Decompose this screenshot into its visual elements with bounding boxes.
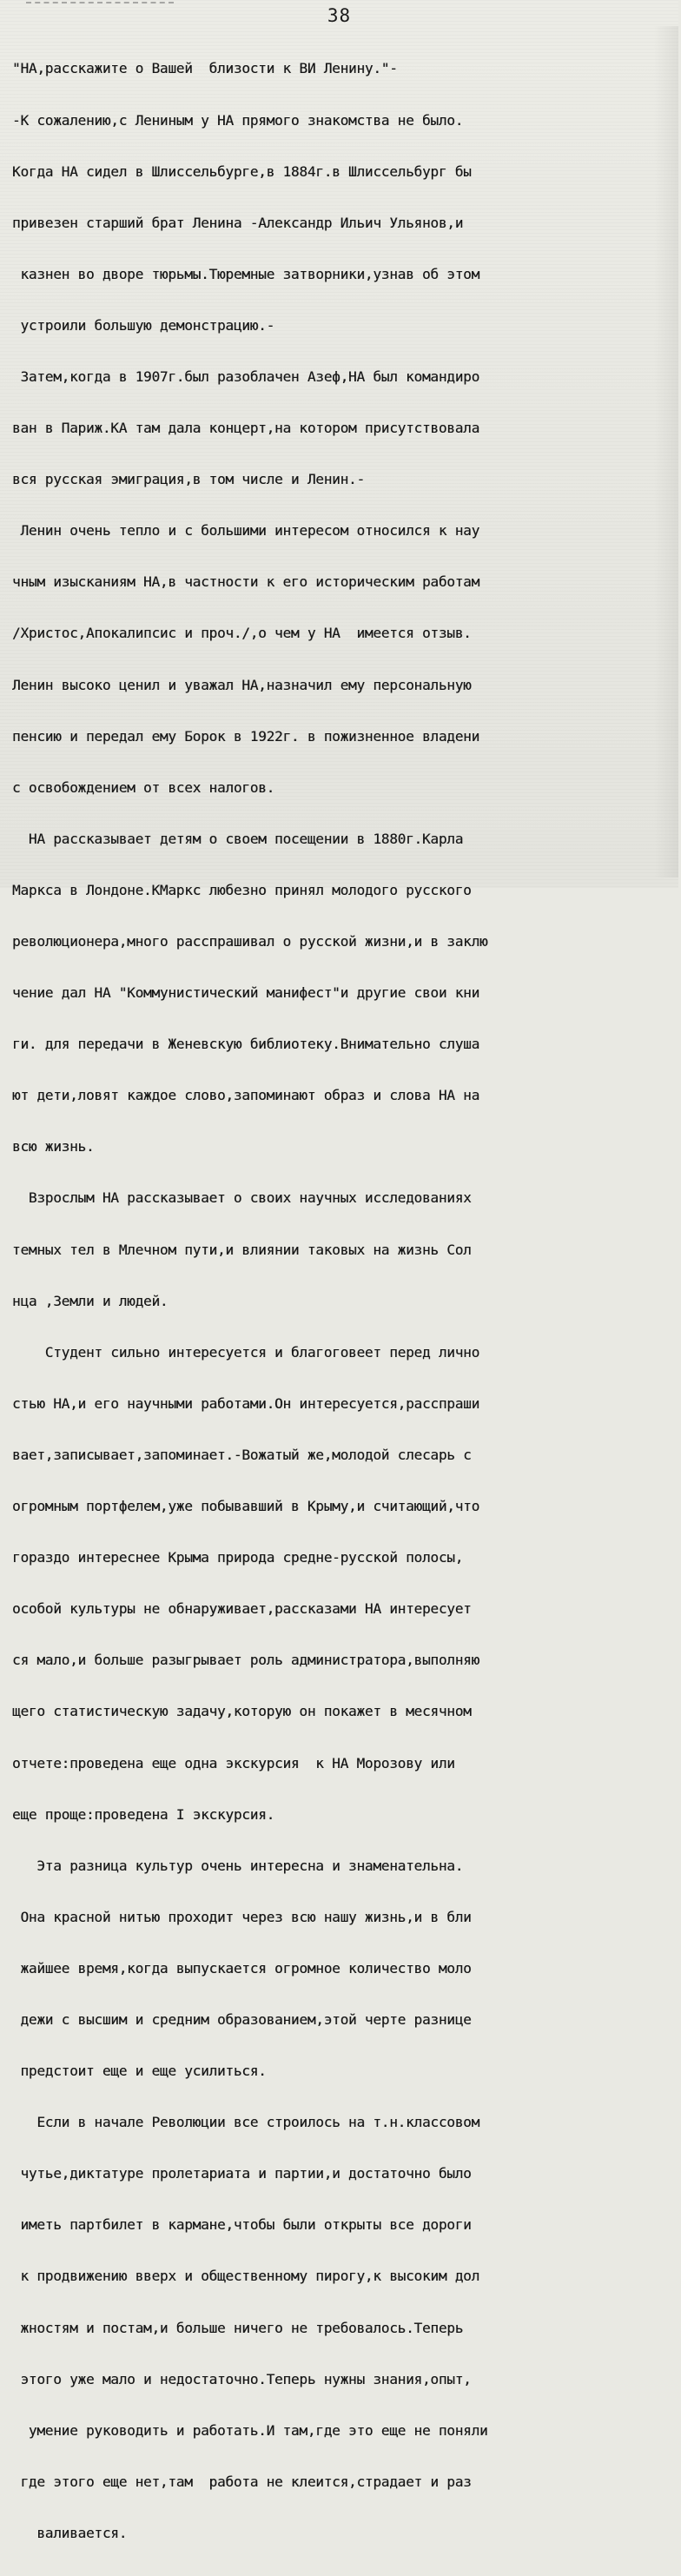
page-edge-shadow	[654, 26, 678, 877]
text-line: Маркса в Лондоне.КМаркс любезно принял молодого русского	[12, 881, 472, 898]
text-line: казнен во дворе тюрьмы.Тюремные затворники,узнав об этом	[12, 265, 480, 282]
text-line: пенсию и передал ему Борок в 1922г. в пожизненное владени	[12, 727, 480, 745]
text-line: жностям и постам,и больше ничего не требовалось.Теперь	[12, 2319, 464, 2336]
text-line: ги. для передачи в Женевскую библиотеку.Внимательно слуша	[12, 1036, 480, 1053]
text-line: иметь партбилет в кармане,чтобы были открыты все дороги	[12, 2216, 472, 2234]
text-line: еще проще:проведена I экскурсия.	[12, 1805, 275, 1823]
text-line: "НА,расскажите о Вашей близости к ВИ Ленину."-	[12, 60, 398, 77]
text-line: гораздо интереснее Крыма природа средне-русской полосы,	[12, 1549, 464, 1566]
text-line: устроили большую демонстрацию.-	[12, 316, 275, 334]
page-number: 38	[327, 5, 352, 26]
text-line: дежи с высшим и средним образованием,этой черте разнице	[12, 2010, 472, 2028]
text-line: Эта разница культур очень интересна и знаменательна.	[12, 1857, 464, 1874]
text-line: ван в Париж.КА там дала концерт,на котором присутствовала	[12, 420, 480, 437]
text-line: щего статистическую задачу,которую он покажет в месячном	[12, 1703, 472, 1720]
text-line: Когда НА сидел в Шлиссельбурге,в 1884г.в Шлиссельбург бы	[12, 162, 472, 180]
text-line: валивается.	[12, 2524, 128, 2541]
text-line: вся русская эмиграция,в том числе и Ленин.-	[12, 471, 365, 488]
text-line: особой культуры не обнаруживает,рассказами НА интересует	[12, 1600, 472, 1618]
text-line: чным изысканиям НА,в частности к его историческим работам	[12, 573, 480, 591]
text-line: где этого еще нет,там работа не клеится,страдает и раз	[12, 2473, 472, 2490]
text-line: привезен старший брат Ленина -Александр Ильич Ульянов,и	[12, 214, 464, 231]
document-body	[12, 26, 681, 2576]
text-line: чение дал НА "Коммунистический манифест"и другие свои кни	[12, 984, 480, 1002]
text-line: революционера,много расспрашивал о русской жизни,и в заклю	[12, 933, 488, 950]
text-line: ют дети,ловят каждое слово,запоминают образ и слова НА на	[12, 1087, 480, 1104]
text-line: Она красной нитью проходит через всю нашу жизнь,и в бли	[12, 1908, 472, 1925]
text-line: всю жизнь.	[12, 1138, 95, 1156]
text-line: вает,записывает,запоминает.-Вожатый же,молодой слесарь с	[12, 1446, 472, 1463]
text-line: к продвижению вверх и общественному пирогу,к высоким дол	[12, 2268, 480, 2285]
text-line: Если в начале Революции все строилось на т.н.классовом	[12, 2114, 480, 2131]
text-line: жайшее время,когда выпускается огромное количество моло	[12, 1959, 472, 1977]
text-line: темных тел в Млечном пути,и влиянии таковых на жизнь Сол	[12, 1241, 472, 1258]
text-line: ся мало,и больше разыгрывает роль администратора,выполняю	[12, 1652, 480, 1669]
text-line: умение руководить и работать.И там,где это еще не поняли	[12, 2421, 488, 2439]
text-line: стью НА,и его научными работами.Он интересуется,расспраши	[12, 1394, 480, 1412]
text-line: -К сожалению,с Лениным у НА прямого знакомства не было.	[12, 111, 464, 129]
text-line: нца ,Земли и людей.	[12, 1292, 169, 1309]
text-line: Затем,когда в 1907г.был разоблачен Азеф,НА был командиро	[12, 368, 480, 385]
text-line: Ленин высоко ценил и уважал НА,назначил ему персональную	[12, 676, 472, 693]
text-line: НА рассказывает детям о своем посещении в 1880г.Карла	[12, 830, 464, 847]
text-line: Взрослым НА рассказывает о своих научных исследованиях	[12, 1189, 472, 1207]
text-line: с освобождением от всех налогов.	[12, 778, 275, 796]
text-line: огромным портфелем,уже побывавший в Крыму,и считающий,что	[12, 1498, 480, 1515]
text-line: отчете:проведена еще одна экскурсия к НА Морозову или	[12, 1754, 455, 1771]
text-line: этого уже мало и недостаточно.Теперь нужны знания,опыт,	[12, 2370, 472, 2387]
text-line: предстоит еще и еще усилиться.	[12, 2063, 267, 2080]
text-line: Студент сильно интересуется и благоговеет перед лично	[12, 1343, 480, 1361]
text-line: чутье,диктатуре пролетариата и партии,и достаточно было	[12, 2165, 472, 2182]
text-line: /Христос,Апокалипсис и проч./,о чем у НА имеется отзыв.	[12, 625, 472, 642]
text-line: Ленин очень тепло и с большими интересом относился к нау	[12, 522, 480, 540]
